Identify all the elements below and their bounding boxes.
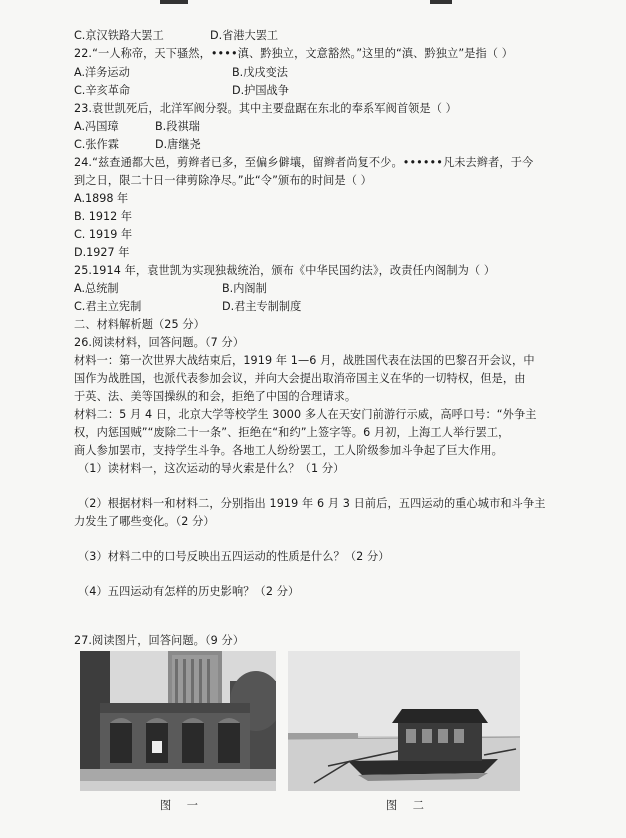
section-title: 二、材料解析题（25 分）	[74, 318, 205, 331]
q22-option-b: B.戊戌变法	[232, 66, 288, 79]
q25-option-b: B.内阁制	[222, 282, 267, 295]
q26-sub1: （1）读材料一，这次运动的导火索是什么？（1 分）	[78, 462, 345, 475]
scan-mark	[160, 0, 188, 4]
q23-option-d: D.唐继尧	[155, 138, 201, 151]
figure-1-photo	[80, 651, 276, 791]
q23-option-a: A.冯国璋	[74, 120, 119, 133]
q22-option-d: D.护国战争	[232, 84, 289, 97]
scan-mark	[430, 0, 452, 4]
q24-option-a: A.1898 年	[74, 192, 129, 205]
q26-stem: 26.阅读材料，回答问题。（7 分）	[74, 336, 245, 349]
q23-option-c: C.张作霖	[74, 138, 119, 151]
q26-material2-line3: 商人参加罢市，支持学生斗争。各地工人纷纷罢工，工人阶级参加斗争起了巨大作用。	[74, 444, 503, 457]
q25-option-d: D.君主专制制度	[222, 300, 302, 313]
q24-stem-line2: 到之日，限二十日一律剪除净尽。”此“令”颁布的时间是（ ）	[74, 174, 372, 187]
figure-2-photo	[288, 651, 520, 791]
q25-option-c: C.君主立宪制	[74, 300, 142, 313]
q24-option-d: D.1927 年	[74, 246, 130, 259]
q25-option-a: A.总统制	[74, 282, 119, 295]
q24-option-c: C. 1919 年	[74, 228, 133, 241]
q23-stem: 23.袁世凯死后，北洋军阀分裂。其中主要盘踞在东北的奉系军阀首领是（ ）	[74, 102, 457, 115]
q25-stem: 25.1914 年，袁世凯为实现独裁统治，颁布《中华民国约法》，改责任内阁制为（ ）	[74, 264, 496, 277]
q26-sub4: （4）五四运动有怎样的历史影响？（2 分）	[78, 585, 300, 598]
q26-material1-line2: 国作为战胜国，也派代表参加会议，并向大会提出取消帝国主义在华的一切特权，但是，由	[74, 372, 526, 385]
q21-option-d: D.省港大罢工	[210, 29, 279, 42]
q26-sub3: （3）材料二中的口号反映出五四运动的性质是什么？（2 分）	[78, 550, 390, 563]
q24-stem-line1: 24.“兹查通都大邑，剪辫者已多，至偏乡僻壤，留辫者尚复不少。••••••凡未去辫者，于今	[74, 156, 534, 169]
q26-material1-line1: 材料一：第一次世界大战结束后，1919 年 1—6 月，战胜国代表在法国的巴黎召开会议，中	[74, 354, 535, 367]
figure-1-caption: 图 一	[160, 799, 204, 812]
q26-material1-line3: 于英、法、美等国操纵的和会，拒绝了中国的合理请求。	[74, 390, 357, 403]
q22-option-c: C.辛亥革命	[74, 84, 131, 97]
q26-material2-line1: 材料二：5 月 4 日，北京大学等校学生 3000 多人在天安门前游行示威，高呼口号：“外争主	[74, 408, 537, 421]
q22-stem: 22.“一人称帝，天下骚然，••••滇、黔独立，文意豁然。”这里的“滇、黔独立”是指（ ）	[74, 47, 514, 60]
q27-stem: 27.阅读图片，回答问题。（9 分）	[74, 634, 245, 647]
q23-option-b: B.段祺瑞	[155, 120, 200, 133]
q22-option-a: A.洋务运动	[74, 66, 130, 79]
q26-sub2-line1: （2）根据材料一和材料二，分别指出 1919 年 6 月 3 日前后，五四运动的重心城市和斗争主	[78, 497, 546, 510]
q21-option-c: C.京汉铁路大罢工	[74, 29, 164, 42]
q26-material2-line2: 权，内惩国贼”“废除二十一条”、拒绝在“和约”上签字等。6 月初，上海工人举行罢工，	[74, 426, 510, 439]
q24-option-b: B. 1912 年	[74, 210, 133, 223]
building-photo-graphic	[80, 651, 276, 791]
q26-sub2-line2: 力发生了哪些变化。（2 分）	[74, 515, 215, 528]
figure-2-caption: 图 二	[386, 799, 430, 812]
boat-photo-graphic	[288, 651, 520, 791]
